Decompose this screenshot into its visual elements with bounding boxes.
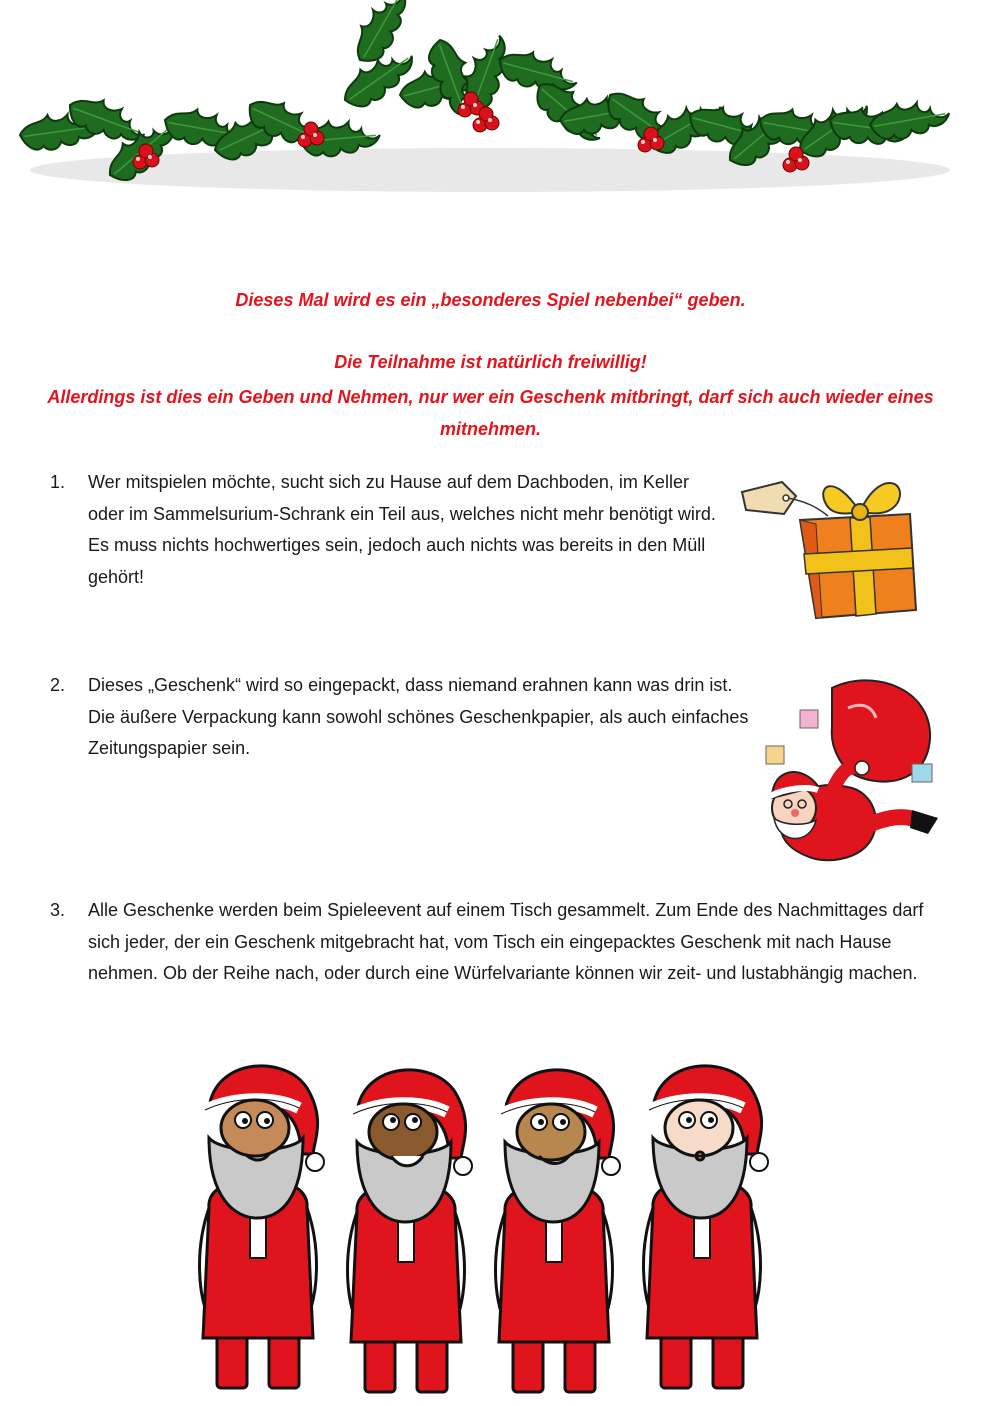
list-item-number: 1. [50,472,66,492]
list-item-number: 3. [50,900,66,920]
four-santas-icon [195,1058,805,1398]
list-item-text: Dieses „Geschenk“ wird so eingepackt, dass niemand erahnen kann was drin ist. Die äußere Verpackung kann sowohl schönes Geschenkpapier, als auch einfaches Zeitungspapier sein. [88,675,749,758]
gift-box-icon [738,462,928,620]
list-item-text: Wer mitspielen möchte, sucht sich zu Hause auf dem Dachboden, im Keller oder im Sammelsurium-Schrank ein Teil aus, welches nicht mehr benötigt wird. Es muss nichts hochwertiges sein, jedoch auch nichts was bereits in den Müll gehört! [88,472,716,587]
holly-garland-icon [0,0,981,230]
list-item-text: Alle Geschenke werden beim Spieleevent auf einem Tisch gesammelt. Zum Ende des Nachmittages darf sich jeder, der ein Geschenk mitgebracht hat, vom Tisch ein eingepacktes Geschenk mit nach Hause nehmen. Ob der Reihe nach, oder durch eine Würfelvariante können wir zeit- und lustabhängig machen. [88,900,924,983]
list-item-number: 2. [50,675,66,695]
intro-line-1: Dieses Mal wird es ein „besonderes Spiel nebenbei“ geben. [235,290,746,310]
intro-line-2: Die Teilnahme ist natürlich freiwillig! [334,352,647,372]
santa-with-sack-icon [752,668,942,878]
intro-line-3: Allerdings ist dies ein Geben und Nehmen, nur wer ein Geschenk mitbringt, darf sich auch wieder eines mitnehmen. [47,387,934,439]
